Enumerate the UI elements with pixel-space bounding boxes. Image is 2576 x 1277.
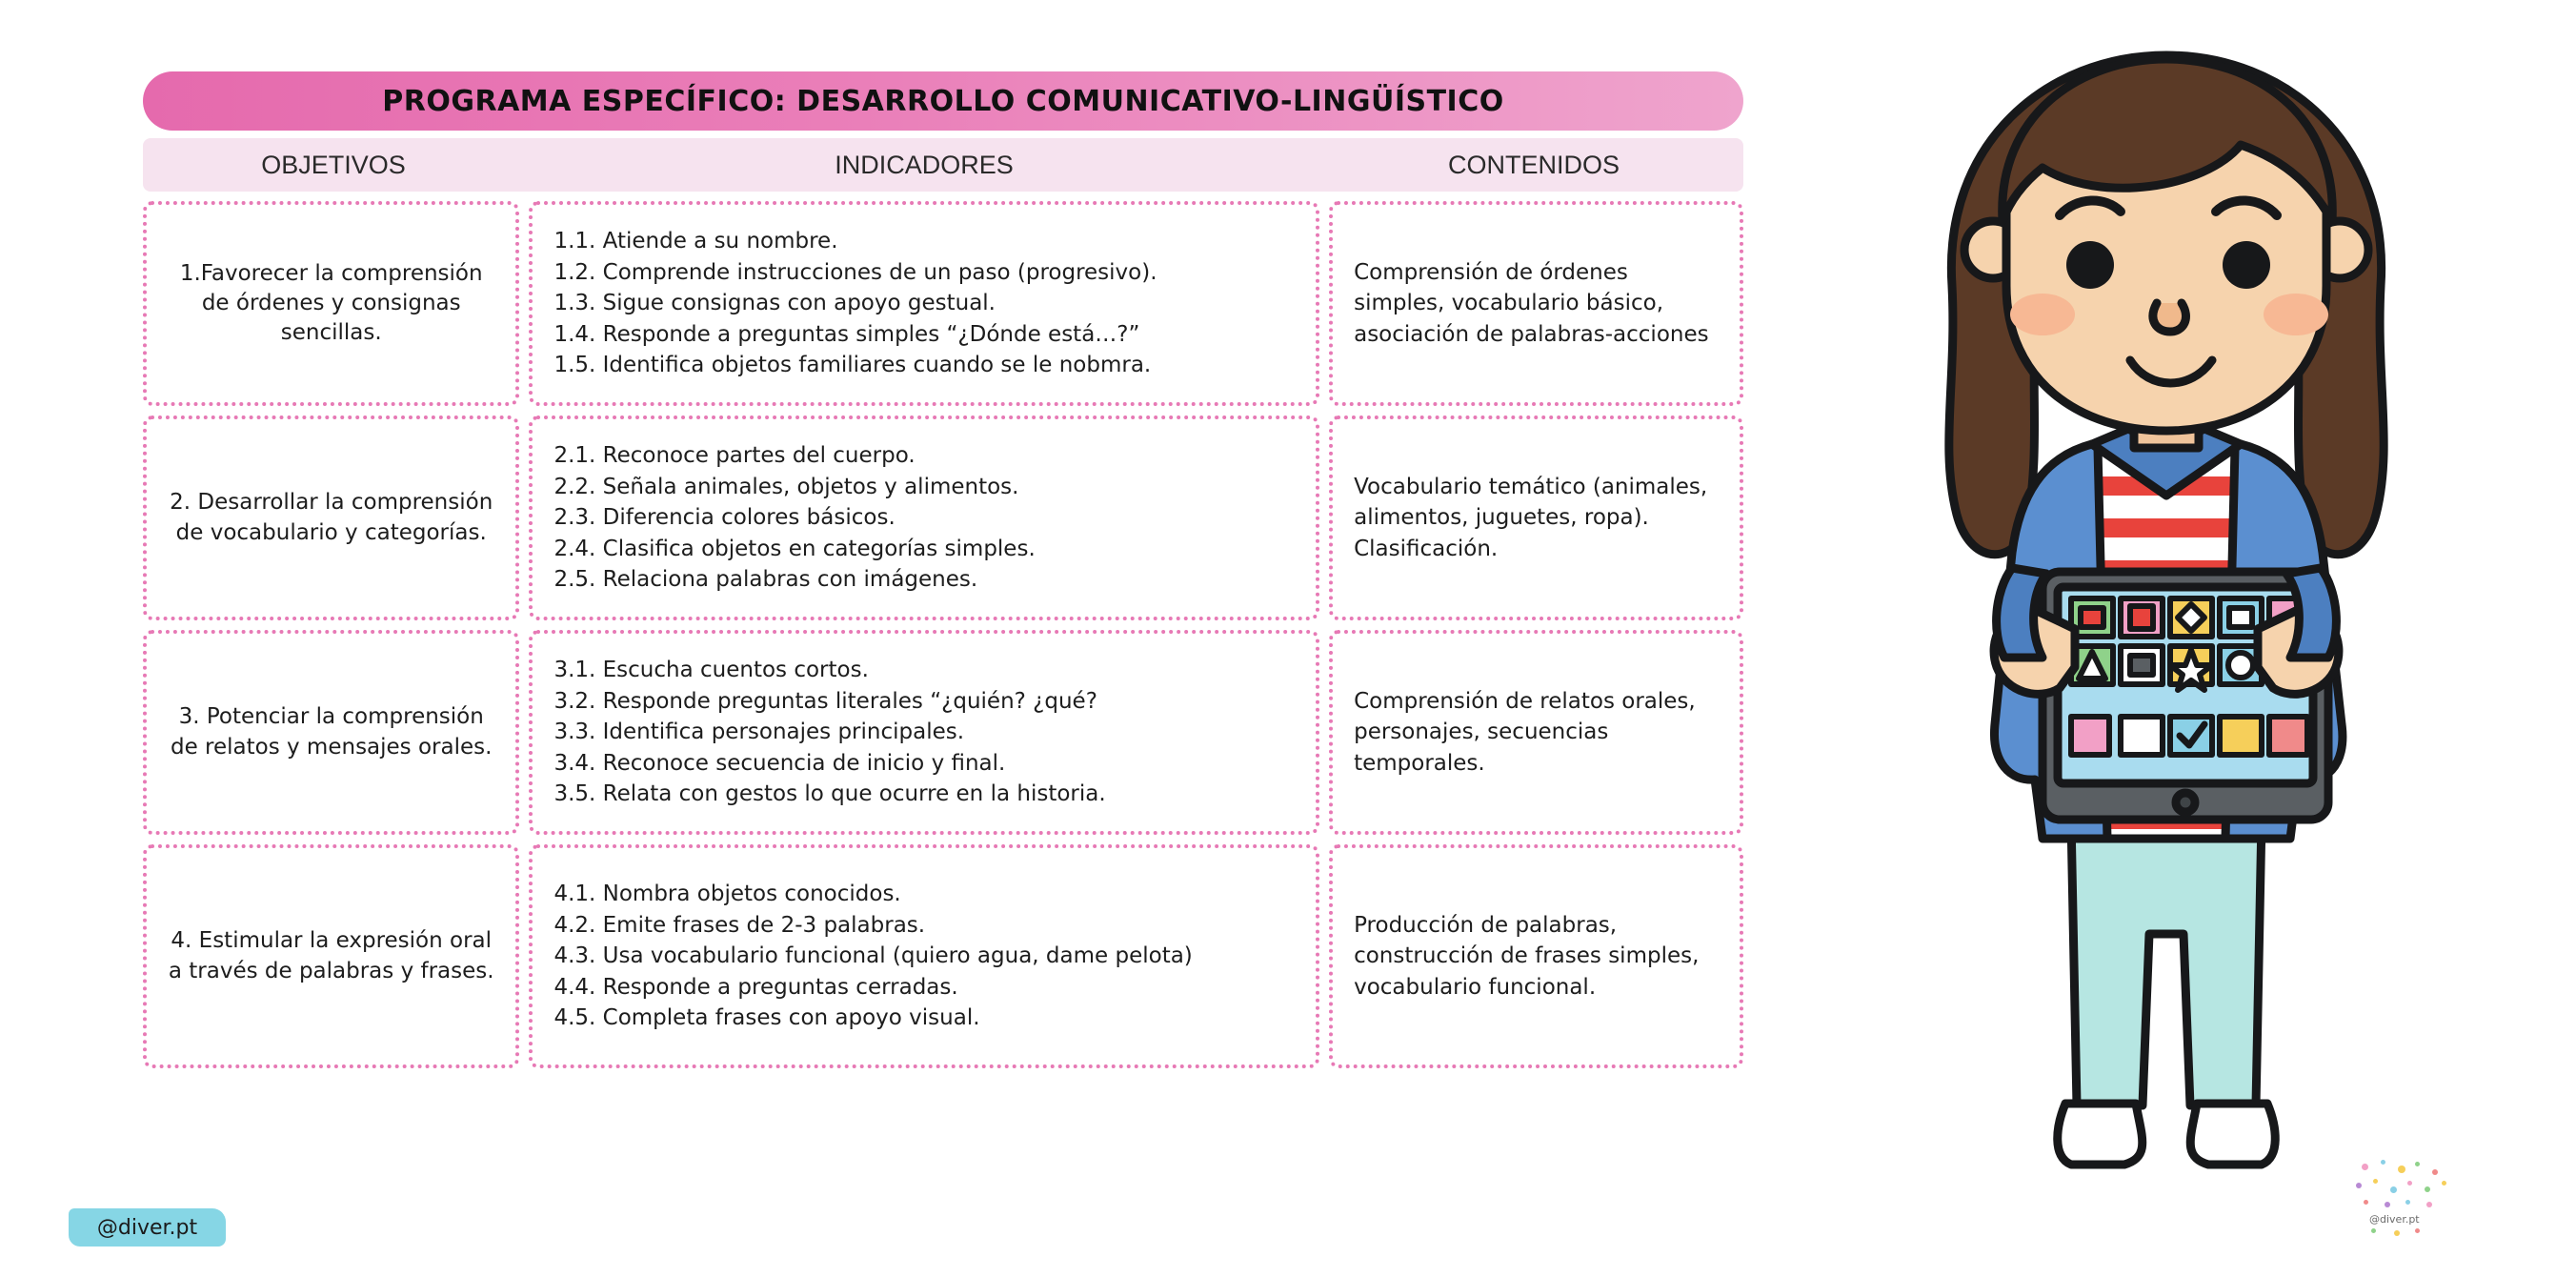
pants	[2071, 820, 2262, 1105]
indicators-cell	[529, 201, 1319, 406]
indicator-line: 1.5. Identifica objetos familiares cuando se le nobmra.	[553, 353, 1152, 378]
indicator-line: 3.2. Responde preguntas literales “¿quién? ¿qué?	[553, 688, 1097, 714]
indicator-line: 3.1. Escucha cuentos cortos.	[553, 657, 869, 682]
indicator-line: 4.1. Nombra objetos conocidos.	[553, 881, 901, 906]
table-row	[143, 844, 1743, 1068]
cheek-left	[2010, 294, 2075, 335]
indicator-line: 1.4. Responde a preguntas simples “¿Dónde está…?”	[553, 321, 1140, 347]
indicator-line: 2.1. Reconoce partes del cuerpo.	[553, 442, 916, 468]
logo-caption: @diver.pt	[2369, 1213, 2420, 1226]
objective-cell	[143, 201, 519, 406]
girl-holding-tablet-illustration	[1757, 0, 2576, 1277]
contents-text: Comprensión de órdenes simples, vocabulario básico, asociación de palabras-acciones	[1354, 259, 1709, 347]
tablet-home-button[interactable]	[2176, 793, 2195, 812]
objective-cell	[143, 416, 519, 620]
contents-cell	[1329, 630, 1743, 835]
table-body	[143, 201, 1743, 1068]
table-row	[143, 630, 1743, 835]
eye-right	[2223, 241, 2270, 289]
objective-text: 2. Desarrollar la comprensión de vocabulario y categorías.	[170, 490, 493, 545]
contents-cell	[1329, 416, 1743, 620]
indicator-line: 2.4. Clasifica objetos en categorías simples.	[553, 536, 1036, 561]
indicator-line: 4.2. Emite frases de 2-3 palabras.	[553, 912, 926, 938]
program-table	[143, 71, 1743, 1167]
indicator-line: 2.3. Diferencia colores básicos.	[553, 505, 896, 531]
indicator-line: 1.1. Atiende a su nombre.	[553, 228, 838, 253]
contents-text: Vocabulario temático (animales, alimentos, juguetes, ropa). Clasificación.	[1354, 474, 1708, 561]
column-header-indicadores: INDICADORES	[835, 150, 1014, 179]
shoe-left	[2058, 1104, 2143, 1165]
cheek-right	[2264, 294, 2328, 335]
objective-text: 3. Potenciar la comprensión de relatos y mensajes orales.	[170, 704, 493, 760]
shoe-right	[2190, 1104, 2275, 1165]
indicators-cell	[529, 630, 1319, 835]
column-header-contenidos: CONTENIDOS	[1447, 150, 1620, 179]
objective-text: 4. Estimular la expresión oral a través de palabras y frases.	[168, 928, 494, 983]
indicator-line: 4.5. Completa frases con apoyo visual.	[553, 1005, 980, 1031]
indicator-line: 3.3. Identifica personajes principales.	[553, 720, 965, 745]
indicators-cell	[529, 844, 1319, 1068]
table-row	[143, 201, 1743, 406]
objective-cell	[143, 844, 519, 1068]
contents-text: Producción de palabras, construcción de frases simples, vocabulario funcional.	[1354, 912, 1700, 1000]
indicators-cell	[529, 416, 1319, 620]
indicator-line: 1.3. Sigue consignas con apoyo gestual.	[553, 291, 996, 316]
indicator-line: 4.3. Usa vocabulario funcional (quiero agua, dame pelota)	[553, 943, 1193, 969]
indicator-line: 1.2. Comprende instrucciones de un paso (progresivo).	[553, 259, 1157, 285]
table-header-row	[143, 138, 1743, 192]
contents-cell	[1329, 844, 1743, 1068]
objective-text: 1.Favorecer la comprensión de órdenes y consignas sencillas.	[179, 260, 483, 346]
contents-cell	[1329, 201, 1743, 406]
nose	[2153, 303, 2186, 332]
eye-left	[2066, 241, 2114, 289]
watermark-handle	[69, 1208, 226, 1247]
objective-cell	[143, 630, 519, 835]
contents-text: Comprensión de relatos orales, personajes, secuencias temporales.	[1354, 688, 1696, 776]
indicator-line: 4.4. Responde a preguntas cerradas.	[553, 974, 958, 1000]
indicator-line: 2.2. Señala animales, objetos y alimentos.	[553, 474, 1019, 499]
table-row	[143, 416, 1743, 620]
indicator-line: 3.5. Relata con gestos lo que ocurre en la historia.	[553, 781, 1106, 807]
indicator-line: 2.5. Relaciona palabras con imágenes.	[553, 567, 978, 593]
watermark-text: @diver.pt	[96, 1215, 198, 1240]
column-header-objetivos: OBJETIVOS	[261, 150, 406, 179]
page-title: PROGRAMA ESPECÍFICO: DESARROLLO COMUNICATIVO-LINGÜÍSTICO	[143, 71, 1743, 131]
indicator-line: 3.4. Reconoce secuencia de inicio y final.	[553, 750, 1006, 776]
